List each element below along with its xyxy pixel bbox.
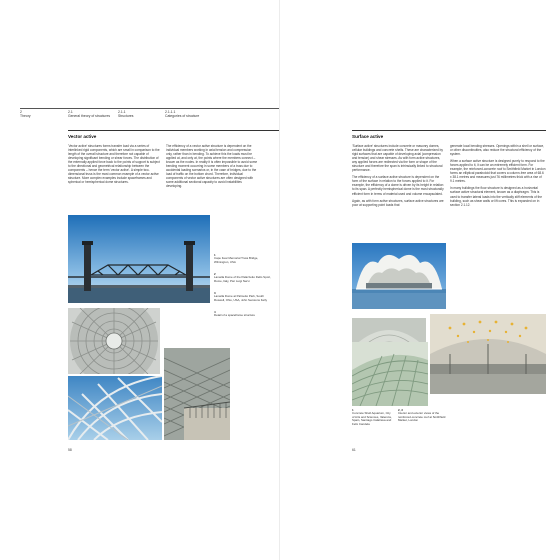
figure-truss-bridge bbox=[68, 215, 210, 303]
body-column-1: 'Surface active' structures include concrete or masonry domes, cellular buildings and concrete shells. These are characterized by rigid surfaces that are capable of developing axial (compression and tension) and shear stresses. As with form active structures, any applied forces are redirected via the form or shape of the structure and therefore the span is intrinsically linked to structural performance. The efficiency of a surface active structure is dependent on the form of the surface in relation to the forces applied to it. For example, the efficiency of a dome is driven by its height in relation to its span. A perfectly hemispherical dome is the most structurally efficient form in terms of material used and volume encapsulated. Again, as with form active structures, surface active structures are poor at supporting point loads that bbox=[352, 144, 444, 207]
dome-detail-photo bbox=[164, 348, 230, 440]
caption-4: 4 Detail of a spaceframe structure bbox=[214, 310, 255, 318]
smithfield-roof-photo bbox=[352, 342, 428, 406]
lamella-dome-photo bbox=[68, 308, 160, 374]
market-hall-photo bbox=[430, 314, 546, 394]
header-rule bbox=[20, 108, 280, 109]
caption-1: 1 Concrete Shell Aquarium, City of Arts and Sciences, Valencia, Spain, Santiago Calatrava and Felix Candela bbox=[352, 408, 392, 426]
section-rule bbox=[352, 130, 546, 131]
caption-1: 1 Cape Fear Memorial Truss Bridge, Wilmington, USA bbox=[214, 253, 259, 264]
figure-smithfield-roof bbox=[352, 342, 428, 406]
figure-market-hall bbox=[430, 314, 546, 394]
shell-aquarium-photo bbox=[352, 243, 446, 309]
header-subsection: 2.1.1 Structures bbox=[118, 110, 134, 119]
figure-lamella-dome bbox=[68, 308, 160, 374]
section-title: Vector active bbox=[68, 134, 97, 139]
header-section: 2.1 General theory of structures bbox=[68, 110, 111, 119]
figure-spaceframe bbox=[68, 376, 162, 440]
spaceframe-photo bbox=[68, 376, 162, 440]
header-topic: 2.1.1.1 Categories of structure bbox=[165, 110, 200, 119]
body-column-2: The efficiency of a vector active structure is dependent on the individual members working in axial tension and compression only, rather than in bending. To achieve this the loads must be applied at, and only at, the points where the members connect – known as the nodes. In reality it is often impossible to avoid some bending moment occurring in some members of a truss due to accidental loading scenarios or, in the case of bridges, due to the load of traffic on the bottom chord. Therefore, individual components of vector active structures are often designed with some additional sectional capacity to avoid instabilities developing. bbox=[166, 144, 258, 189]
section-rule bbox=[68, 130, 280, 131]
figure-shell-aquarium bbox=[352, 243, 446, 309]
section-title: Surface active bbox=[352, 134, 384, 139]
truss-bridge-photo bbox=[68, 215, 210, 303]
folio-left: 58 bbox=[68, 448, 72, 452]
right-page bbox=[280, 0, 560, 560]
caption-2: 2 Lamella Dome of the Palazzetto Dello Sport, Rome, Italy, Pier Luigi Nervi bbox=[214, 272, 271, 283]
header-chapter: 2 Theory bbox=[20, 110, 31, 119]
caption-2-3: 2, 3 Interior and exterior views of the reinforced-concrete roof at Smithfield Market, London bbox=[398, 408, 446, 423]
caption-3: 3 Lamella Dome at Palmetto Park, South Roxwell, Ohio, USA, John Sensions Kelly bbox=[214, 291, 268, 302]
figure-dome-detail bbox=[164, 348, 230, 440]
folio-right: 61 bbox=[352, 448, 356, 452]
body-column-2: generate local bending stresses. Openings within a shell or surface, or other discontinuities, also reduce the structural efficiency of the system. When a surface active structure is designed purely to respond to the forces applied to it, it can be an extremely efficient form. For example, the reinforced-concrete roof to Smithfield Market in London forms an elliptical paraboloid that covers a column-free area of 68.6 x 38.1 metres and measures just 76 millimetres thick with a rise of 9.1 metres. In many buildings the floor structure is designed as a horizontal surface active structural element, known as a diaphragm. This is used to transfer lateral loads into the vertically stiff elements of the building, such as shear walls or lift cores. This is expanded on in section 2.1.12. bbox=[450, 144, 546, 207]
body-column-1: 'Vector active' structures forms transfer load via a series of interlinked rigid components, which are small in comparison to the length of the overall structure and therefore not capable of developing significant bending or shear forces. The distribution of the externally applied force back to the points of support is subject to the directional and geometrical relationship between the components – hence the term 'vector active'. A simple two-dimensional truss is the most common example of a vector active structure. More complex examples include spaceframes and spherical or hemispherical dome structures. bbox=[68, 144, 160, 185]
